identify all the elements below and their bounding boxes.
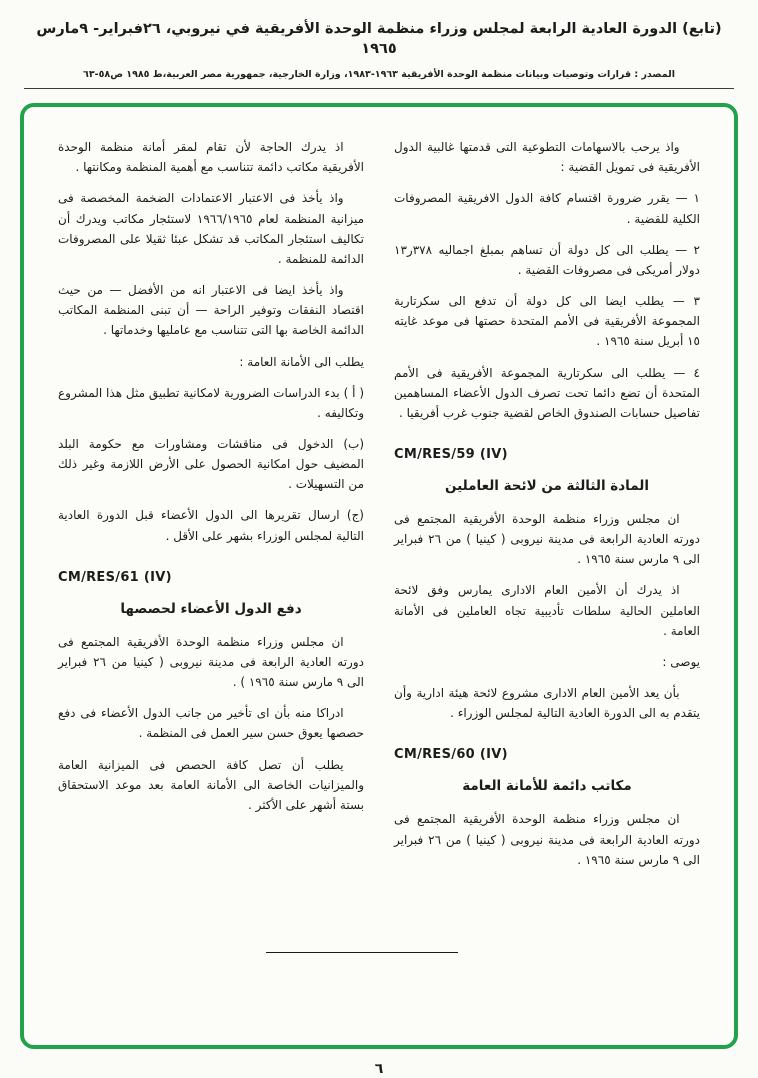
paragraph: اذ يدرك الحاجة لأن تقام لمقر أمانة منظمة الوحدة الأفريقية مكاتب دائمة تتناسب مع أهمية المنظمة ومكانتها . [58, 140, 364, 175]
resolution-reference: CM/RES/59 (IV) [394, 447, 508, 462]
resolution-heading: المادة الثالثة من لائحة العاملين [444, 478, 650, 494]
numbered-clause: ٤ — يطلب الى سكرتارية المجموعة الأفريقية فى الأمم المتحدة أن تضع دائما تحت تصرف الدول الأعضاء المساهمين تفاصيل حسابات الصندوق الخاص لقضية جنوب غرب أفريقيا . [394, 365, 700, 420]
paragraph: ان مجلس وزراء منظمة الوحدة الأفريقية المجتمع فى دورته العادية الرابعة فى مدينة نيروبى ( كينيا ) من ٢٦ فبراير الى ٩ مارس سنة ١٩٦٥ . [394, 812, 700, 867]
paragraph: ان مجلس وزراء منظمة الوحدة الأفريقية المجتمع فى دورته العادية الرابعة فى مدينة نيروبى ( كينيا ) من ٢٦ فبراير الى ٩ مارس سنة ١٩٦٥ . [394, 512, 700, 567]
paragraph: ادراكا منه بأن اى تأخير من جانب الدول الأعضاء فى دفع حصصها يعوق حسن سير العمل فى المنظمة . [58, 706, 364, 741]
lettered-clause: ( أ ) بدء الدراسات الضرورية لامكانية تطبيق مثل هذا المشروع وتكاليفه . [58, 385, 364, 420]
resolution-heading: مكاتب دائمة للأمانة العامة [462, 778, 632, 795]
column-right [394, 137, 700, 1021]
resolution-heading: دفع الدول الأعضاء لحصصها [120, 600, 302, 617]
two-column-layout [58, 137, 700, 1021]
green-content-frame [20, 103, 738, 1049]
lettered-clause: (ج) ارسال تقريرها الى الدول الأعضاء قبل الدورة العادية التالية لمجلس الوزراء بشهر على الأقل . [58, 508, 364, 543]
lettered-clause: (ب) الدخول فى مناقشات ومشاورات مع حكومة البلد المضيف حول امكانية الحصول على الأرض اللازمة وغير ذلك من التسهيلات . [58, 437, 364, 492]
paragraph: يوصى : [662, 654, 700, 669]
document-header [0, 0, 758, 89]
column-left [58, 137, 364, 1021]
paragraph: يطلب الى الأمانة العامة : [239, 354, 364, 369]
paragraph: واذ يأخذ ايضا فى الاعتبار انه من الأفضل — من حيث اقتصاد النفقات وتوفير الراحة — أن تبنى المنظمة المكاتب الدائمة الخاصة بها التى تتناسب مع عامليها وخدماتها . [58, 283, 364, 338]
paragraph: واذ يأخذ فى الاعتبار الاعتمادات الضخمة المخصصة فى ميزانية المنظمة لعام ١٩٦٦/١٩٦٥ لاستئجار مكاتب ويدرك أن تكاليف استئجار المكاتب قد تشكل عبئا ثقيلا على المصروفات الدائمة للمنظمة . [58, 191, 364, 266]
paragraph: واذ يرحب بالاسهامات التطوعية التى قدمتها غالبية الدول الأفريقية فى تمويل القضية : [394, 140, 700, 175]
numbered-clause: ٣ — يطلب ايضا الى كل دولة أن تدفع الى سكرتارية المجموعة الأفريقية فى الأمم المتحدة حصتها فى موعد غايته ١٥ أبريل سنة ١٩٦٥ . [394, 294, 700, 349]
bottom-divider [266, 952, 458, 953]
paragraph: ان مجلس وزراء منظمة الوحدة الأفريقية المجتمع فى دورته العادية الرابعة فى مدينة نيروبى ( كينيا من ٢٦ فبراير الى ٩ مارس سنة ١٩٦٥ ) . [58, 634, 364, 690]
numbered-clause: ١ — يقرر ضرورة اقتسام كافة الدول الافريقية المصروفات الكلية للقضية . [394, 191, 700, 226]
paragraph: بأن يعد الأمين العام الادارى مشروع لائحة هيئة ادارية وأن يتقدم به الى الدورة العادية التالية لمجلس الوزراء . [394, 686, 700, 721]
page-footer [0, 1061, 758, 1077]
header-divider [24, 88, 734, 89]
paragraph: اذ يدرك أن الأمين العام الادارى يمارس وفق لائحة العاملين الحالية سلطات تأديبية تجاه العاملين فى الأمانة العامة . [394, 583, 700, 638]
resolution-reference: CM/RES/60 (IV) [394, 747, 508, 763]
page-number: ٦ [374, 1061, 384, 1078]
header-title: (تابع) الدورة العادية الرابعة لمجلس وزراء منظمة الوحدة الأفريقية في نيروبي، ٢٦فبراير- ٩مارس ١٩٦٥ [36, 21, 722, 57]
header-source-line: المصدر : قرارات وتوصيات وبيانات منظمة الوحدة الأفريقية ١٩٦٣-١٩٨٣، وزارة الخارجية، جمهورية مصر العربية،ط ١٩٨٥ ص٥٨-٦٣ [83, 69, 675, 81]
paragraph: يطلب أن تصل كافة الحصص فى الميزانية العامة والميزانيات الخاصة الى الأمانة العامة بعد موعد الاستحقاق بستة أشهر على الأكثر . [58, 757, 364, 812]
resolution-reference: CM/RES/61 (IV) [58, 569, 172, 585]
numbered-clause: ٢ — يطلب الى كل دولة أن تساهم بمبلغ اجماليه ٣٧٨ر١٣ دولار أمريكى فى مصروفات القضية . [394, 242, 700, 277]
